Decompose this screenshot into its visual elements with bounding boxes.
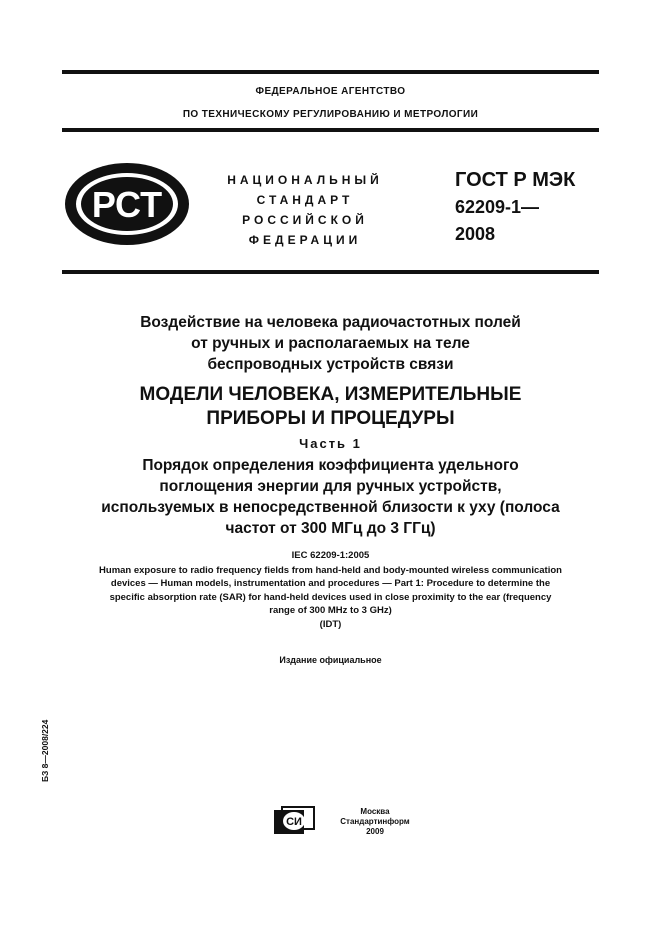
agency-line-1: ФЕДЕРАЛЬНОЕ АГЕНТСТВО (255, 86, 406, 97)
agency-rule (62, 128, 599, 132)
part-title-line-1: Порядок определения коэффициента удельного (142, 457, 519, 474)
national-standard-label (205, 170, 405, 250)
publisher-year: 2009 (366, 827, 384, 836)
publisher-logo-text: СИ (286, 816, 302, 828)
iec-title-line-3: specific absorption rate (SAR) for hand-held devices used in close proximity to the ear (frequency (109, 591, 552, 603)
part-title-line-3: используемых в непосредственной близости к уху (полоса (101, 499, 560, 516)
iec-identity-mark: (IDT) (319, 618, 342, 630)
standard-label-line-4: ФЕДЕРАЦИИ (248, 233, 362, 247)
standard-designation (455, 167, 575, 248)
iec-title-line-1: Human exposure to radio frequency fields from hand-held and body-mounted wireless communication (99, 564, 562, 576)
iec-reference-block (62, 549, 599, 631)
publisher-imprint (320, 807, 430, 837)
publisher-name: Стандартинформ (340, 817, 410, 826)
iec-reference: IEC 62209-1:2005 (291, 550, 370, 561)
top-rule (62, 70, 599, 74)
logo-text: РСТ (91, 184, 163, 225)
designation-line-2: 62209-1— (455, 197, 540, 217)
side-catalog-code: БЗ 8—2008/224 (40, 719, 50, 782)
standard-label-line-2: СТАНДАРТ (256, 193, 354, 207)
standard-label-line-3: РОССИЙСКОЙ (242, 213, 368, 227)
general-title-line-2: от ручных и располагаемых на теле (191, 335, 470, 352)
main-title-line-2: ПРИБОРЫ И ПРОЦЕДУРЫ (206, 408, 455, 429)
part-title-line-4: частот от 300 МГц до 3 ГГц) (225, 520, 436, 537)
designation-line-1: ГОСТ Р МЭК (455, 169, 576, 191)
general-title (62, 312, 599, 375)
iec-title-line-4: range of 300 MHz to 3 GHz) (269, 605, 392, 616)
general-title-line-3: беспроводных устройств связи (207, 356, 454, 373)
agency-line-2: ПО ТЕХНИЧЕСКОМУ РЕГУЛИРОВАНИЮ И МЕТРОЛОГИИ (182, 109, 479, 120)
main-title-line-1: МОДЕЛИ ЧЕЛОВЕКА, ИЗМЕРИТЕЛЬНЫЕ (139, 384, 522, 405)
agency-name (62, 80, 599, 126)
main-title (62, 383, 599, 431)
header-rule (62, 270, 599, 274)
official-edition-label: Издание официальное (279, 655, 382, 665)
pct-certification-mark-icon (62, 160, 192, 248)
designation-line-3: 2008 (455, 224, 496, 244)
general-title-line-1: Воздействие на человека радиочастотных полей (140, 314, 521, 331)
iec-title-line-2: devices — Human models, instrumentation and procedures — Part 1: Procedure to determine the (110, 578, 551, 589)
part-label: Часть 1 (299, 436, 362, 451)
standartinform-logo-icon (272, 806, 316, 836)
publisher-city: Москва (360, 807, 390, 816)
part-title (62, 455, 599, 539)
part-title-line-2: поглощения энергии для ручных устройств, (159, 478, 502, 495)
standard-label-line-1: НАЦИОНАЛЬНЫЙ (227, 173, 383, 187)
